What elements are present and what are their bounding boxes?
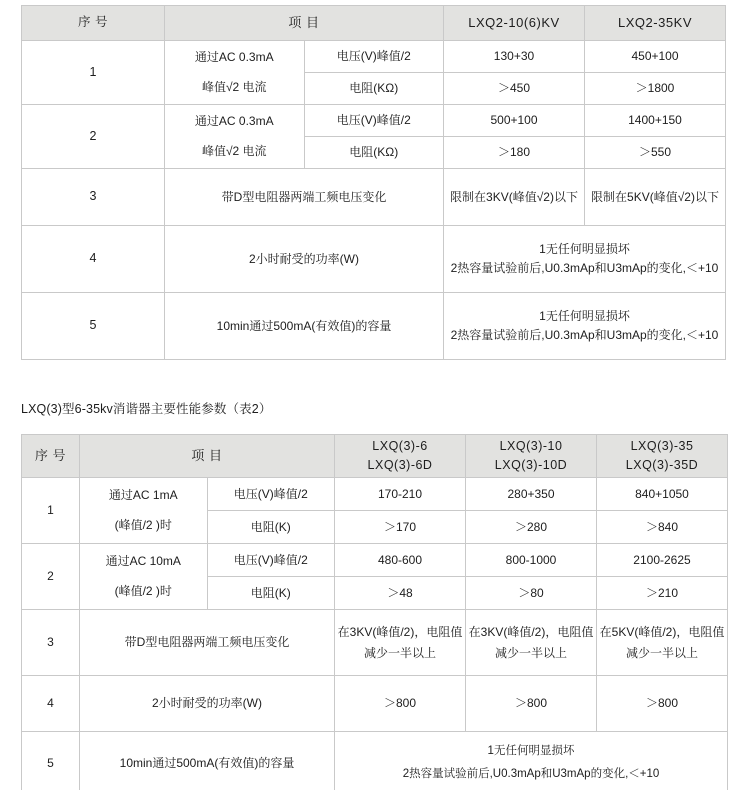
header-line-1: LXQ(3)-10 (499, 439, 563, 454)
cell-value: 280+350 (466, 478, 597, 511)
row-condition (165, 41, 305, 105)
table-row (22, 478, 728, 511)
cell-value: ＞180 (444, 137, 585, 169)
column-header-index: 序 号 (22, 6, 165, 41)
header-line-1: LXQ(3)-35 (630, 439, 694, 454)
subitem-label: 电阻(K) (207, 577, 335, 610)
row-condition (165, 105, 305, 169)
row-note (444, 226, 726, 293)
condition-line-2: (峰值/2 )时 (114, 583, 172, 598)
cell-value: ＞800 (466, 676, 597, 732)
column-header-item: 项 目 (165, 6, 444, 41)
header-line-2: LXQ(3)-6D (367, 458, 433, 472)
table-row (22, 41, 726, 73)
row-item: 10min通过500mA(有效值)的容量 (165, 293, 444, 360)
table-row (22, 732, 728, 790)
header-line-1: LXQ(3)-6 (372, 439, 428, 454)
table-one-body (22, 41, 726, 360)
table-row (22, 676, 728, 732)
condition-line-1: 通过AC 1mA (108, 488, 178, 503)
subitem-label: 电阻(KΩ) (304, 137, 444, 169)
row-index: 5 (22, 732, 80, 790)
cell-value: ＞1800 (585, 73, 726, 105)
table-two-caption: LXQ(3)型6-35kv消谐器主要性能参数（表2） (21, 402, 272, 416)
row-item: 10min通过500mA(有效值)的容量 (80, 732, 335, 790)
row-index: 2 (22, 105, 165, 169)
value-line-2: 减少一半以上 (625, 645, 698, 660)
subitem-label: 电阻(K) (207, 511, 335, 544)
cell-value: 480-600 (335, 544, 466, 577)
cell-value: ＞800 (335, 676, 466, 732)
row-index: 1 (22, 478, 80, 544)
column-header-lxq3-35 (597, 435, 728, 478)
table-row (22, 105, 726, 137)
cell-value (466, 610, 597, 676)
table-row (22, 169, 726, 226)
cell-value: 450+100 (585, 41, 726, 73)
subitem-label: 电阻(KΩ) (304, 73, 444, 105)
subitem-label: 电压(V)峰值/2 (207, 544, 335, 577)
cell-value: ＞800 (597, 676, 728, 732)
table-one-header (22, 6, 726, 41)
row-index: 3 (22, 610, 80, 676)
note-line-1: 1无任何明显损坏 (487, 745, 575, 757)
condition-line-1: 通过AC 10mA (105, 554, 181, 569)
row-index: 3 (22, 169, 165, 226)
cell-value: ＞48 (335, 577, 466, 610)
table-two-body (22, 478, 728, 790)
row-index: 5 (22, 293, 165, 360)
header-line-2: LXQ(3)-10D (494, 458, 568, 472)
subitem-label: 电压(V)峰值/2 (304, 105, 444, 137)
condition-line-2: 峰值√2 电流 (201, 143, 267, 158)
note-line-2: 2热容量试验前后,U0.3mAp和U3mAp的变化,＜+10 (402, 768, 660, 780)
cell-value: ＞210 (597, 577, 728, 610)
spec-table-lxq3 (21, 434, 728, 790)
condition-line-2: 峰值√2 电流 (201, 79, 267, 94)
cell-value: ＞170 (335, 511, 466, 544)
cell-value: ＞450 (444, 73, 585, 105)
cell-value: ＞280 (466, 511, 597, 544)
column-header-lxq2-35kv: LXQ2-35KV (585, 6, 726, 41)
row-condition (80, 544, 208, 610)
note-line-1: 1无任何明显损坏 (539, 309, 630, 324)
cell-value: 限制在3KV(峰值√2)以下 (444, 169, 585, 226)
cell-value: 800-1000 (466, 544, 597, 577)
value-line-2: 减少一半以上 (363, 645, 436, 660)
row-note (444, 293, 726, 360)
value-line-1: 在5KV(峰值/2)，电阻值 (599, 624, 725, 639)
row-index: 1 (22, 41, 165, 105)
column-header-index: 序 号 (22, 435, 80, 478)
row-index: 4 (22, 226, 165, 293)
table-two-header (22, 435, 728, 478)
cell-value: 1400+150 (585, 105, 726, 137)
value-line-1: 在3KV(峰值/2)，电阻值 (337, 624, 463, 639)
cell-value: 限制在5KV(峰值√2)以下 (585, 169, 726, 226)
cell-value (335, 610, 466, 676)
row-item: 2小时耐受的功率(W) (80, 676, 335, 732)
cell-value (597, 610, 728, 676)
row-index: 2 (22, 544, 80, 610)
value-line-2: 减少一半以上 (494, 645, 567, 660)
column-header-item: 项 目 (80, 435, 335, 478)
row-item: 带D型电阻器两端工频电压变化 (165, 169, 444, 226)
cell-value: ＞80 (466, 577, 597, 610)
column-header-lxq3-6 (335, 435, 466, 478)
condition-line-1: 通过AC 0.3mA (194, 50, 274, 65)
column-header-lxq3-10 (466, 435, 597, 478)
table-header-row (22, 435, 728, 478)
value-line-1: 在3KV(峰值/2)，电阻值 (468, 624, 594, 639)
cell-value: ＞550 (585, 137, 726, 169)
row-item: 带D型电阻器两端工频电压变化 (80, 610, 335, 676)
subitem-label: 电压(V)峰值/2 (304, 41, 444, 73)
column-header-lxq2-10-6kv: LXQ2-10(6)KV (444, 6, 585, 41)
cell-value: 840+1050 (597, 478, 728, 511)
table-row (22, 544, 728, 577)
note-line-2: 2热容量试验前后,U0.3mAp和U3mAp的变化,＜+10 (450, 261, 719, 275)
subitem-label: 电压(V)峰值/2 (207, 478, 335, 511)
cell-value: 170-210 (335, 478, 466, 511)
table-row (22, 226, 726, 293)
table-header-row (22, 6, 726, 41)
row-condition (80, 478, 208, 544)
table-row (22, 293, 726, 360)
spec-table-lxq2 (21, 5, 726, 360)
row-index: 4 (22, 676, 80, 732)
row-item: 2小时耐受的功率(W) (165, 226, 444, 293)
cell-value: ＞840 (597, 511, 728, 544)
condition-line-2: (峰值/2 )时 (114, 517, 172, 532)
table-row (22, 610, 728, 676)
cell-value: 130+30 (444, 41, 585, 73)
note-line-1: 1无任何明显损坏 (539, 242, 630, 257)
cell-value: 500+100 (444, 105, 585, 137)
note-line-2: 2热容量试验前后,U0.3mAp和U3mAp的变化,＜+10 (450, 328, 719, 342)
condition-line-1: 通过AC 0.3mA (194, 114, 274, 129)
header-line-2: LXQ(3)-35D (625, 458, 699, 472)
cell-value: 2100-2625 (597, 544, 728, 577)
row-note (335, 732, 728, 790)
